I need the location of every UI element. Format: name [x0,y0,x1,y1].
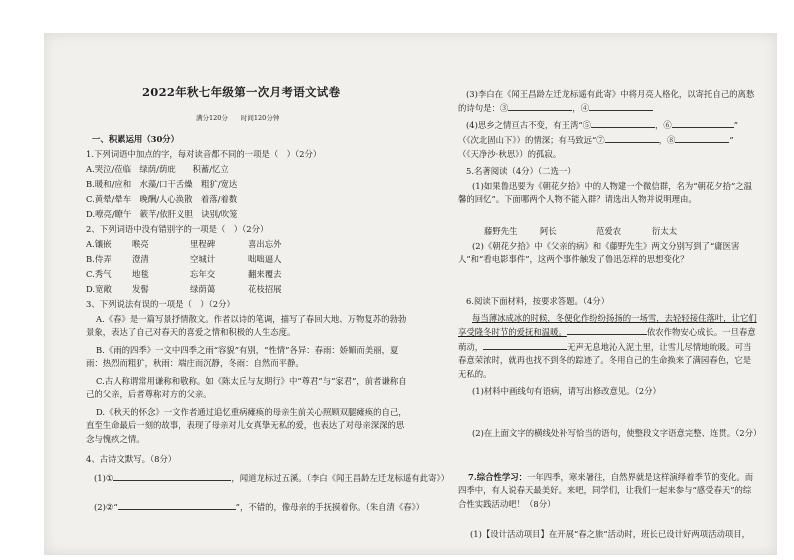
question-3-option-d: D.《秋天的怀念》一文作者通过追忆重病瘫痪的母亲生前关心照顾双腿瘫痪的自己，直至生命最后一刻的故事，表现了母亲对儿女真挚无私的爱，也表达了对母亲深深的思念与愧疚之情。 [86,407,407,444]
question-1-option: C.黄晕/晕车 晚酬/人心涣散 着落/着数 [86,194,238,204]
question-1: 1.下列词语中加点的字，每对读音都不同的一项是（ ）（2分） [86,149,322,159]
question-2-option: A.镶嵌 喉亮 里程碑 喜出忘外 [86,239,282,249]
question-7-part-1: (1)【设计活动项目】在开展“春之旅”活动时，班长已设计好两项活动项目， [470,529,751,539]
question-3-option-c: C.古人称谓常用谦称和敬称。如《陈太丘与友期行》中“尊君”与“家君”，前者谦称自己的父亲，后者尊称对方的父亲。 [86,376,407,400]
question-2-option: C.秀气 地毯 忘年交 翻来覆去 [86,269,282,279]
question-1-option: D.嘹亮/瞭午 簌芊/依肝义胆 诀别/吹笼 [86,209,238,219]
question-5: 5.名著阅读（4分）（二选一） [466,166,576,176]
answer-blank[interactable] [605,133,659,143]
question-1-option: A.哭泣/莅临 绿荫/荫庇 积蓄/忆立 [86,164,229,174]
answer-blank[interactable] [567,325,647,335]
poem-recitation-3: (3)李白在《闻王昌龄左迁龙标遥有此寄》中将月亮人格化，以寄托自己的离愁的诗句是：③ ，④ [458,89,755,114]
question-6: 6.阅读下面材料，按要求答题。（4分） [466,296,610,306]
poem-source-note: （《天净沙·秋思》）的孤寂。 [458,149,562,159]
question-4: 4、古诗文默写。（8分） [86,454,177,464]
exam-title: 2022年秋七年级第一次月考语文试卷 [142,85,341,99]
poem-recitation-2: (2)②“ ”，不错的，像母亲的手抚摸着你。（朱自清《春》） [94,502,425,512]
question-6-part-1: (1)材料中画线句有语病，请写出修改意见。（2分） [472,386,661,396]
question-2-option: D.宽敞 发髻 绿荫蔼 花枝招展 [86,284,282,294]
answer-blank[interactable] [675,133,729,143]
question-3-option-a: A.《春》是一篇写景抒情散文。作者以诗的笔调，描写了春回大地、万物复苏的勃勃景象，表达了自己对春天的喜爱之情和积极的人生态度。 [86,314,407,338]
answer-blank[interactable] [591,118,655,128]
question-5-part-1: (1)如果鲁迅要为《朝花夕拾》中的人物建一个微信群，名为“朝花夕拾”之温馨的回忆”。下面哪两个人物不能入群？请选出人物并说明理由。 [458,181,753,205]
question-6-part-2: (2)在上面文字的横线处补写恰当的语句，使整段文字语意完整、连贯。（2分） [472,428,762,438]
question-7: 7.综合性学习：一年四季，寒来暑往，自然界就是这样演绎着季节的变化。而四季中，有人说春天最美好。来吧，同学们，让我们一起来参与“感受春天”的综合性实践活动吧！（8分） [458,472,754,509]
answer-blank[interactable] [672,118,734,128]
poem-recitation-1: (1)① ，闻道龙标过五溪。（李白《闻王昌龄左迁龙标遥有此寄》） [94,473,450,483]
question-3-option-b: B.《雨的四季》一文中四季之雨“容貌”有别，“性情”各异：春雨：娇媚而美丽，夏雨：热烈而粗犷，秋雨：端庄而沉静，冬雨：自然而平静。 [86,345,399,369]
character-options: 藤野先生 阿长 范爱农 衍太太 [484,226,678,236]
answer-blank[interactable] [483,340,567,350]
poem-recitation-4: (4)思乡之情亘古不变，有王湾“⑤ ，⑥ ” [466,120,739,130]
answer-blank[interactable] [113,471,231,481]
exam-paper-sheet [44,33,777,555]
question-1-option: B.暖和/应和 水藻/口干舌燥 粗犷/宽达 [86,179,238,189]
question-3: 3、下列说法有误的一项是（ ）（2分） [86,299,235,309]
question-5-part-2: (2)《朝花夕拾》中《父亲的病》和《藤野先生》两文分别写到了“庸医害人”和“看电影事件”，这两个事件触发了鲁迅怎样的思想变化？ [458,241,740,265]
reading-passage: 每当薄冰成冰的时候，冬便化作纷纷扬扬的一场雪，去轻轻接住落叶，让它们享受隆冬时节的爱抚和温暖。 依农作物安心成长。一旦春意萌动， 无声无息地沁入泥土里，让雪儿尽情地吮吸。可当春意荣浓时，就再也找不到冬的踪迹了。冬用自己的生命换来了满园春色，它是无私的。 [458,313,757,379]
exam-meta: 满分120分 时间120分钟 [196,114,280,122]
question-2: 2、下列词语中没有错别字的一项是（ ）（2分） [86,224,269,234]
question-2-option: B.侍弄 澄清 空城计 咄咄逼人 [86,254,282,264]
answer-blank[interactable] [118,500,236,510]
answer-blank[interactable] [508,101,572,111]
poem-recitation-5: （《次北固山下》）的情深；有马致远“⑦ ，⑧ ” [458,135,734,145]
section-1-heading: 一、积累运用（30分） [92,134,180,144]
answer-blank[interactable] [589,101,653,111]
